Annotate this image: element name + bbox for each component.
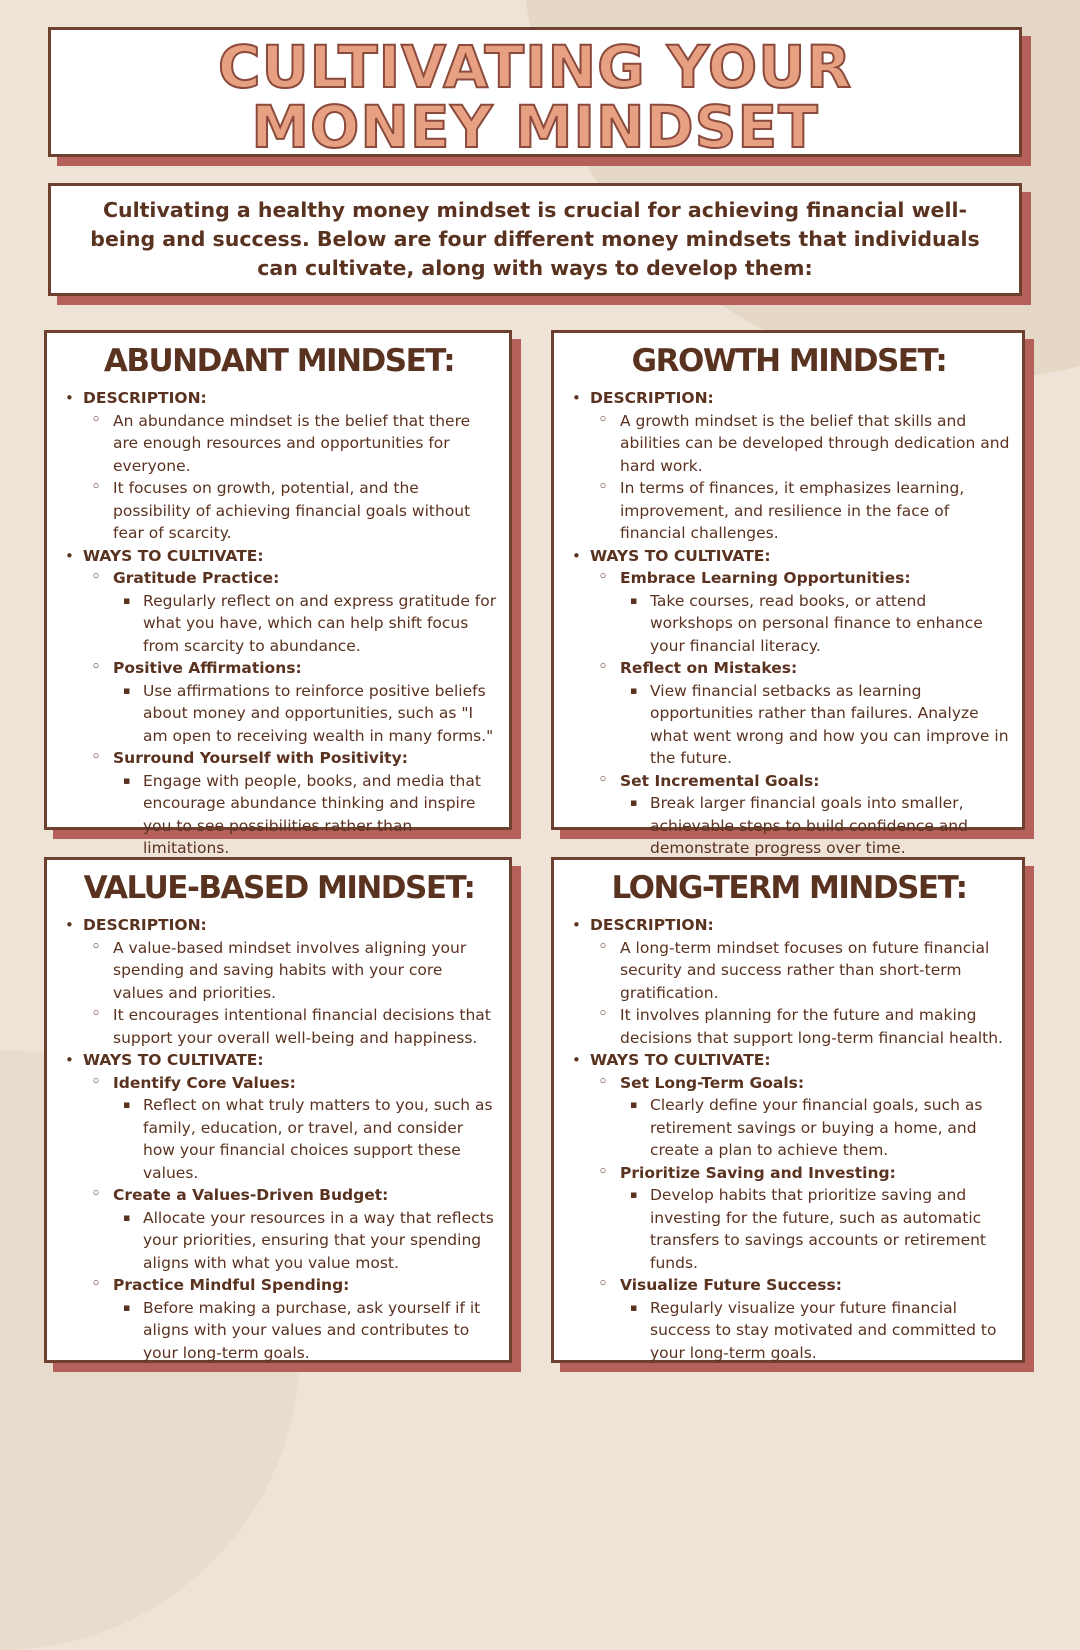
description-item: ◦ It focuses on growth, potential, and the possibility of achieving financial goals without fear of scarcity.	[83, 477, 497, 545]
way-name: Surround Yourself with Positivity:	[113, 749, 408, 767]
description-label: DESCRIPTION:	[83, 916, 207, 934]
description-section	[568, 914, 1010, 1049]
page-title-line-1: CULTIVATING YOUR	[218, 33, 852, 101]
way-name: Set Long-Term Goals:	[620, 1073, 805, 1092]
way-detail: ▪ Before making a purchase, ask yourself if it aligns with your values and contributes to your long-term goals.	[113, 1297, 497, 1365]
page-title-line-2: MONEY MINDSET	[251, 93, 819, 161]
description-section	[61, 914, 497, 1049]
way-name: Gratitude Practice:	[113, 569, 280, 587]
way-detail: ▪ Use affirmations to reinforce positive beliefs about money and opportunities, such as "I am open to receiving wealth in many forms."	[113, 680, 497, 748]
way-item	[83, 747, 497, 860]
way-detail: ▪ Regularly visualize your future financial success to stay motivated and committed to your long-term goals.	[620, 1297, 1010, 1365]
ways-section	[61, 1049, 497, 1364]
way-detail: ▪ Reflect on what truly matters to you, such as family, education, or travel, and consider how your financial choices support these values.	[113, 1094, 497, 1184]
way-name: Positive Affirmations:	[113, 659, 302, 677]
way-item	[83, 1072, 497, 1185]
way-item	[590, 1162, 1010, 1275]
way-name: Prioritize Saving and Investing:	[620, 1163, 896, 1182]
way-item	[83, 657, 497, 747]
card-list	[61, 387, 497, 860]
card-title: ABUNDANT MINDSET:	[103, 343, 455, 379]
ways-label: WAYS TO CULTIVATE:	[83, 1051, 264, 1069]
way-detail: ▪ Clearly define your financial goals, such as retirement savings or buying a home, and create a plan to achieve them.	[620, 1094, 1010, 1162]
ways-label: WAYS TO CULTIVATE:	[590, 546, 771, 565]
way-name: Reflect on Mistakes:	[620, 659, 798, 677]
description-label: DESCRIPTION:	[590, 389, 714, 407]
way-detail: ▪ Regularly reflect on and express gratitude for what you have, which can help shift focus from scarcity to abundance.	[113, 590, 497, 658]
ways-label: WAYS TO CULTIVATE:	[590, 1051, 771, 1069]
card-list	[568, 387, 1010, 860]
way-name: Set Incremental Goals:	[620, 771, 820, 790]
way-name: Visualize Future Success:	[620, 1276, 842, 1294]
description-item: ◦ A growth mindset is the belief that skills and abilities can be developed through dedication and hard work.	[590, 410, 1010, 478]
ways-label: WAYS TO CULTIVATE:	[83, 546, 264, 565]
description-section	[568, 387, 1010, 545]
way-detail: ▪ View financial setbacks as learning opportunities rather than failures. Analyze what went wrong and how you can improve in the future.	[620, 680, 1010, 770]
ways-section	[568, 545, 1010, 860]
way-name: Practice Mindful Spending:	[113, 1276, 350, 1294]
card-growth-mindset	[551, 330, 1025, 857]
card-list	[568, 914, 1010, 1364]
way-item	[590, 1274, 1010, 1364]
way-detail: ▪ Break larger financial goals into smaller, achievable steps to build confidence and demonstrate progress over time.	[620, 792, 1010, 860]
way-name: Embrace Learning Opportunities:	[620, 569, 911, 587]
way-item	[83, 1184, 497, 1274]
description-item: ◦ In terms of finances, it emphasizes learning, improvement, and resilience in the face of financial challenges.	[590, 477, 1010, 545]
way-detail: ▪ Engage with people, books, and media that encourage abundance thinking and inspire you to see possibilities rather than limitations.	[113, 770, 497, 860]
ways-section	[568, 1049, 1010, 1364]
description-label: DESCRIPTION:	[83, 389, 207, 407]
intro-box	[48, 183, 1022, 296]
card-list	[61, 914, 497, 1364]
way-item	[83, 1274, 497, 1364]
ways-section	[61, 545, 497, 860]
card-title: GROWTH MINDSET:	[631, 343, 947, 379]
title-banner	[48, 27, 1022, 161]
card-title: VALUE-BASED MINDSET:	[83, 870, 475, 906]
description-item: ◦ An abundance mindset is the belief that there are enough resources and opportunities for everyone.	[83, 410, 497, 478]
card-abundant-mindset	[44, 330, 512, 857]
way-detail: ▪ Allocate your resources in a way that reflects your priorities, ensuring that your spending aligns with what you value most.	[113, 1207, 497, 1275]
way-name: Create a Values-Driven Budget:	[113, 1186, 389, 1204]
way-detail: ▪ Take courses, read books, or attend workshops on personal finance to enhance your financial literacy.	[620, 590, 1010, 658]
intro-text: Cultivating a healthy money mindset is crucial for achieving financial well-being and success. Below are four different money mindsets that individuals can cultivate, along with ways to develop them:	[90, 198, 980, 280]
description-label: DESCRIPTION:	[590, 916, 714, 934]
way-name: Identify Core Values:	[113, 1073, 296, 1092]
card-title: LONG-TERM MINDSET:	[611, 870, 967, 906]
way-detail: ▪ Develop habits that prioritize saving and investing for the future, such as automatic transfers to savings accounts or retirement funds.	[620, 1184, 1010, 1274]
way-item	[590, 567, 1010, 657]
description-item: ◦ A long-term mindset focuses on future financial security and success rather than short-term gratification.	[590, 937, 1010, 1005]
way-item	[83, 567, 497, 657]
description-item: ◦ A value-based mindset involves aligning your spending and saving habits with your core values and priorities.	[83, 937, 497, 1005]
card-long-term-mindset	[551, 857, 1025, 1363]
description-item: ◦ It encourages intentional financial decisions that support your overall well-being and happiness.	[83, 1004, 497, 1049]
way-item	[590, 770, 1010, 860]
card-value-based-mindset	[44, 857, 512, 1363]
way-item	[590, 1072, 1010, 1162]
description-item: ◦ It involves planning for the future and making decisions that support long-term financial health.	[590, 1004, 1010, 1049]
way-item	[590, 657, 1010, 770]
description-section	[61, 387, 497, 545]
